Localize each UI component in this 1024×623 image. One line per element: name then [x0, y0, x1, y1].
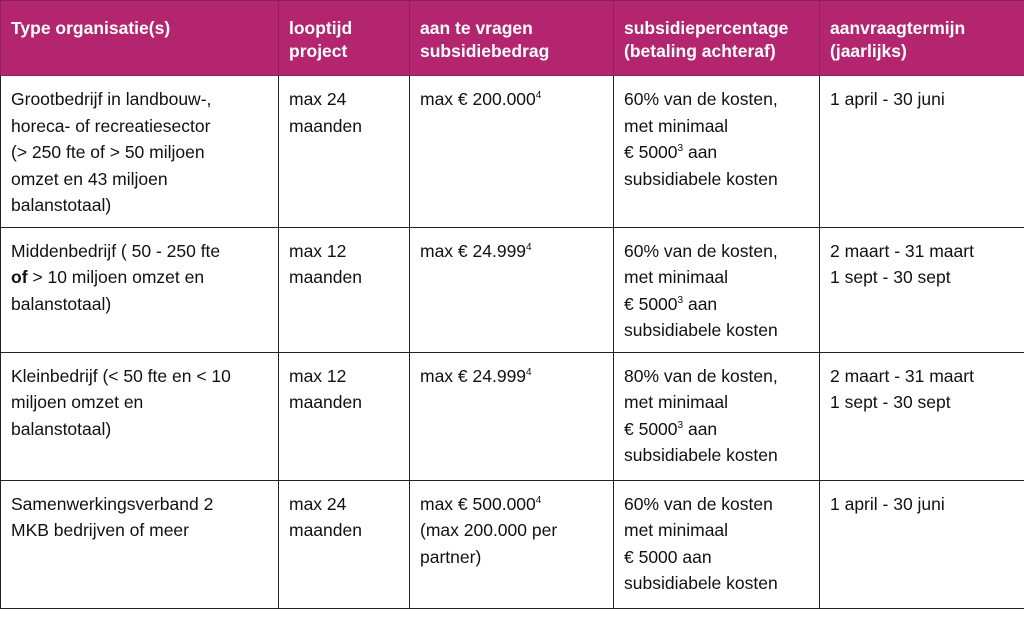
cell-text: max 24	[289, 493, 347, 514]
cell-type	[1, 352, 279, 480]
min-amount: € 5000	[624, 293, 678, 314]
cell-type	[1, 76, 279, 228]
amount-value: max € 500.000	[420, 493, 536, 514]
cell-text: met minimaal	[624, 392, 729, 412]
cell-text: balanstotaal)	[11, 195, 112, 215]
cell-text	[420, 363, 603, 390]
header-duration	[279, 1, 410, 76]
header-type	[1, 1, 279, 76]
cell-period	[820, 352, 1024, 480]
cell-text: met minimaal	[624, 520, 729, 540]
cell-text: aan	[683, 142, 718, 162]
cell-text: 1 april - 30 juni	[830, 89, 945, 109]
cell-duration	[279, 480, 410, 608]
cell-text: 60% van de kosten	[624, 493, 773, 514]
header-type-line1: Type organisatie(s)	[11, 18, 171, 38]
cell-text	[420, 238, 603, 265]
header-duration-line1: looptijd	[289, 18, 353, 38]
cell-type	[1, 480, 279, 608]
cell-duration	[279, 76, 410, 228]
cell-amount	[410, 76, 614, 228]
cell-text	[11, 264, 268, 291]
footnote-ref: 3	[677, 294, 684, 306]
cell-text: subsidiabele kosten	[624, 320, 778, 340]
footnote-ref: 4	[526, 366, 532, 378]
min-amount: € 5000	[624, 418, 678, 439]
cell-text: maanden	[289, 115, 362, 136]
cell-percentage	[614, 76, 820, 228]
cell-text	[624, 416, 809, 443]
header-amount-line1: aan te vragen	[420, 18, 533, 38]
cell-text: (max 200.000 per	[420, 520, 558, 540]
cell-text: aan	[683, 293, 718, 314]
cell-text: 2 maart - 31 maart	[830, 240, 974, 261]
cell-amount	[410, 227, 614, 352]
table-row	[1, 480, 1024, 608]
header-period-line1: aanvraagtermijn	[830, 18, 966, 38]
cell-text: omzet en 43 miljoen	[11, 168, 168, 189]
amount-value: max € 200.000	[420, 89, 536, 109]
header-row	[1, 1, 1024, 76]
cell-period	[820, 76, 1024, 228]
cell-text: (> 250 fte of > 50 miljoen	[11, 142, 205, 162]
footnote-ref: 4	[535, 90, 542, 101]
header-amount-line2: subsidiebedrag	[420, 41, 550, 61]
cell-text	[624, 544, 809, 571]
amount-value: max € 24.999	[420, 240, 527, 261]
cell-percentage	[614, 227, 820, 352]
cell-text: maanden	[289, 267, 362, 287]
header-period-line2: (jaarlijks)	[830, 41, 907, 61]
cell-text: Samenwerkingsverband 2	[11, 493, 214, 514]
cell-text	[624, 139, 809, 166]
footnote-ref: 4	[526, 241, 532, 253]
cell-text: 1 sept - 30 sept	[830, 392, 951, 412]
cell-text: max 24	[289, 89, 347, 109]
cell-percentage	[614, 480, 820, 608]
cell-text: Grootbedrijf in landbouw-,	[11, 89, 212, 109]
cell-text: 60% van de kosten,	[624, 240, 778, 261]
header-percentage	[614, 1, 820, 76]
cell-text: subsidiabele kosten	[624, 445, 778, 465]
cell-amount	[410, 352, 614, 480]
cell-text: 1 sept - 30 sept	[830, 267, 951, 287]
cell-text: partner)	[420, 546, 482, 567]
header-duration-line2: project	[289, 41, 348, 61]
cell-text: subsidiabele kosten	[624, 573, 778, 593]
header-period	[820, 1, 1024, 76]
min-amount: € 5000	[624, 142, 678, 162]
header-amount	[410, 1, 614, 76]
header-percentage-line1: subsidiepercentage	[624, 18, 789, 38]
footnote-ref: 4	[535, 494, 542, 506]
cell-text: met minimaal	[624, 115, 729, 136]
cell-text	[624, 291, 809, 318]
cell-text: > 10 miljoen omzet en	[27, 267, 205, 287]
cell-period	[820, 227, 1024, 352]
cell-text: maanden	[289, 520, 362, 540]
cell-text: aan	[683, 418, 718, 439]
cell-duration	[279, 227, 410, 352]
cell-text: miljoen omzet en	[11, 392, 144, 412]
cell-text: max 12	[289, 240, 347, 261]
cell-text: aan	[677, 546, 712, 567]
cell-text	[420, 86, 603, 113]
cell-percentage	[614, 352, 820, 480]
cell-text: 1 april - 30 juni	[830, 493, 945, 514]
min-amount: € 5000	[624, 546, 678, 567]
cell-text: balanstotaal)	[11, 418, 112, 439]
cell-text	[420, 491, 603, 518]
cell-text: 80% van de kosten,	[624, 365, 778, 386]
amount-value: max € 24.999	[420, 365, 527, 386]
table-row	[1, 76, 1024, 228]
cell-text: 60% van de kosten,	[624, 89, 778, 109]
cell-text: balanstotaal)	[11, 293, 112, 314]
cell-amount	[410, 480, 614, 608]
cell-text: max 12	[289, 365, 347, 386]
cell-text: Middenbedrijf ( 50 - 250 fte	[11, 240, 221, 261]
cell-text: Kleinbedrijf (< 50 fte en < 10	[11, 365, 231, 386]
bold-text: of	[11, 267, 28, 287]
cell-duration	[279, 352, 410, 480]
cell-text: horeca- of recreatiesector	[11, 115, 211, 136]
cell-text: MKB bedrijven of meer	[11, 520, 189, 540]
table-row	[1, 227, 1024, 352]
cell-period	[820, 480, 1024, 608]
table-row	[1, 352, 1024, 480]
cell-text: met minimaal	[624, 267, 729, 287]
footnote-ref: 3	[677, 143, 684, 154]
cell-text: subsidiabele kosten	[624, 168, 778, 189]
cell-text: maanden	[289, 392, 362, 412]
header-percentage-line2: (betaling achteraf)	[624, 41, 776, 61]
cell-text: 2 maart - 31 maart	[830, 365, 974, 386]
footnote-ref: 3	[677, 419, 684, 431]
cell-type	[1, 227, 279, 352]
